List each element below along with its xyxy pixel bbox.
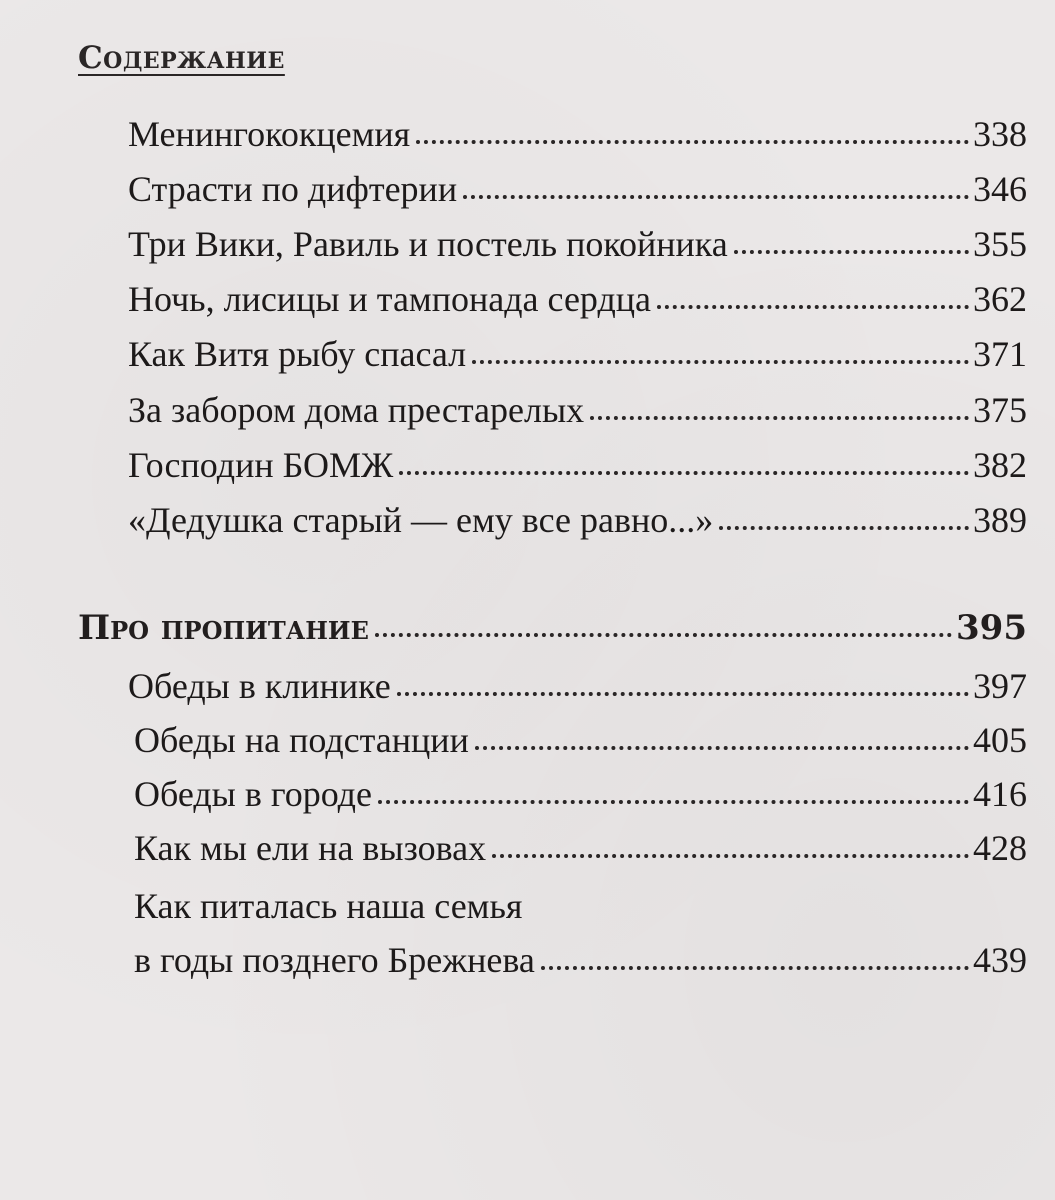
toc-entry-page: 428 [973,828,1027,868]
toc-entry [128,498,1027,542]
dot-leader [472,360,969,364]
dot-leader [397,692,969,696]
dot-leader [541,966,969,970]
toc-entry [128,443,1027,487]
toc-entry-title: Господин БОМЖ [128,445,394,485]
section-title-nutrition [78,608,1027,648]
toc-entry-title: Страсти по дифтерии [128,169,458,209]
toc-entry [134,938,1027,982]
toc-entry [128,112,1027,156]
toc-entry [128,277,1027,321]
toc-entry-title: Ночь, лисицы и тампонада сердца [128,279,652,319]
toc-entry-title: За забором дома престарелых [128,390,585,430]
dot-leader [734,250,969,254]
toc-entry-first-line [134,884,1027,928]
toc-entry-page: 375 [973,390,1027,430]
toc-entry-page: 338 [973,114,1027,154]
toc-entry [128,664,1027,708]
toc-entry-title: «Дедушка старый — ему все равно...» [128,500,714,540]
section-title-page: 395 [956,608,1027,648]
toc-entry-page: 405 [973,720,1027,760]
toc-entry-page: 397 [973,666,1027,706]
dot-leader [657,305,969,309]
toc-entry [128,222,1027,266]
toc-entry-title: в годы позднего Брежнева [134,940,535,980]
dot-leader [463,195,969,199]
toc-entry-page: 389 [973,500,1027,540]
toc-entry-title: Как мы ели на вызовах [134,828,487,868]
toc-entry-title: Как питалась наша семья [134,886,523,926]
toc-entry [128,167,1027,211]
dot-leader [475,746,969,750]
toc-entry [134,718,1027,762]
toc-entry [128,388,1027,432]
toc-entry-title: Обеды в клинике [128,666,391,706]
toc-entry-title: Менингококцемия [128,114,411,154]
toc-entry [128,332,1027,376]
toc-entry-page: 346 [973,169,1027,209]
toc-entry-page: 439 [973,940,1027,980]
toc-entry-page: 382 [973,445,1027,485]
toc-entry-page: 355 [973,224,1027,264]
toc-entry-page: 371 [973,334,1027,374]
dot-leader [375,633,952,637]
toc-entry [134,772,1027,816]
toc-entry-page: 416 [973,774,1027,814]
toc-entry [134,826,1027,870]
dot-leader [399,471,969,475]
toc-entry-title: Три Вики, Равиль и постель покойника [128,224,728,264]
dot-leader [590,416,969,420]
contents-heading: Содержание [78,40,285,76]
dot-leader [416,140,969,144]
dot-leader [492,854,969,858]
toc-entry-title: Обеды на подстанции [134,720,469,760]
section-title-text: Про пропитание [78,608,369,648]
dot-leader [378,800,969,804]
toc-entry-title: Обеды в городе [134,774,372,814]
toc-entry-title: Как Витя рыбу спасал [128,334,467,374]
dot-leader [719,526,969,530]
toc-entry-page: 362 [973,279,1027,319]
